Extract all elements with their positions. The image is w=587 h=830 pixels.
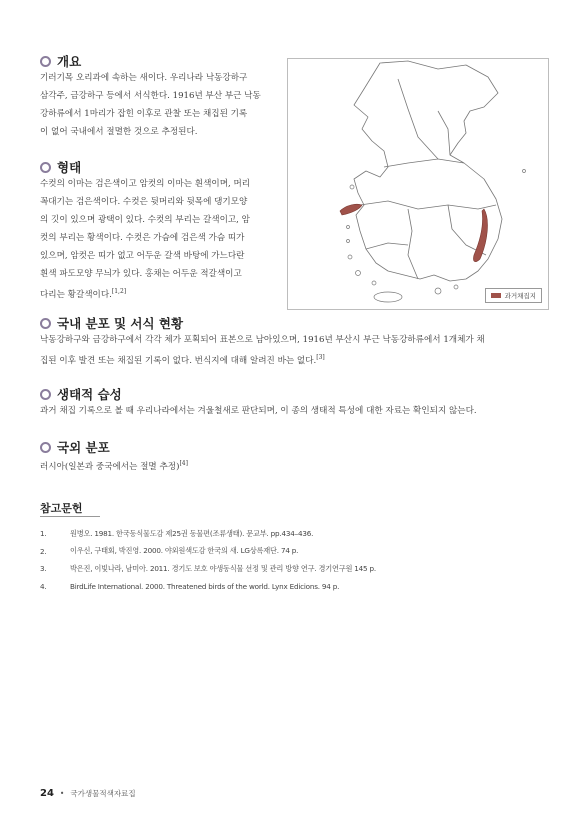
citation-ref: [1,2] <box>111 288 127 295</box>
overview-text: 기러기목 오리과에 속하는 새이다. 우리나라 낙동강하구 삼각주, 금강하구 등에서 서식한다. 1916년 부산 부근 낙동 강하류에서 1마리가 잡힌 이후로 관찰 또는 채집된 기록 이 없어 국내에서 절멸한 것으로 추정된다. <box>40 73 261 137</box>
distribution-map <box>287 58 549 310</box>
references-list <box>40 525 376 595</box>
publication-title: 국가생물적색자료집 <box>70 789 136 798</box>
section-heading-overseas <box>40 438 110 456</box>
circle-bullet-icon <box>40 318 51 329</box>
morphology-text: 수컷의 이마는 검은색이고 암컷의 이마는 흰색이며, 머리 꼭대기는 검은색이다. 수컷은 뒷머리와 뒷목에 댕기모양 의 깃이 있으며 광택이 있다. 수컷의 부리는 갈색이고, 암 컷의 부리는 황색이다. 수컷은 가슴에 검은색 가슴 띠가 있으며, 암컷은 띠가 없고 어두운 갈색 바탕에 가느다란 흰색 파도모양 무늬가 있다. 홍채는 어두운 적갈색이고 다리는 황갈색이다.[1,2] <box>40 179 251 300</box>
domestic-text: 낙동강하구와 금강하구에서 각각 체가 포획되어 표본으로 남아있으며, 1916년 부산시 부근 낙동강하류에서 1개체가 채 집된 이후 발견 또는 채집된 기록이 없다. 번식지에 대해 알려진 바는 없다.[3] <box>40 335 485 366</box>
citation-ref: [4] <box>179 460 188 467</box>
reference-item: 1. 원병오. 1981. 한국동식물도감 제25권 동물편(조류생태). 문교부. pp.434–436. <box>40 528 314 539</box>
highlight-past-sites <box>340 204 487 261</box>
section-title: 국내 분포 및 서식 현황 <box>57 316 184 331</box>
circle-bullet-icon <box>40 442 51 453</box>
circle-bullet-icon <box>40 56 51 67</box>
page-footer <box>40 788 136 799</box>
section-heading-overview <box>40 52 81 70</box>
page-number: 24 <box>40 788 54 799</box>
legend-swatch <box>491 293 501 298</box>
footer-separator: • <box>59 789 65 798</box>
legend-label: 과거채집지 <box>504 292 536 300</box>
map-legend <box>485 288 542 303</box>
section-heading-ecology <box>40 385 122 403</box>
section-title: 생태적 습성 <box>57 387 122 402</box>
section-title: 국외 분포 <box>57 440 110 455</box>
circle-bullet-icon <box>40 162 51 173</box>
reference-item: 3. 박은진, 이빛나라, 남미아. 2011. 경기도 보호 야생동식물 선정 및 관리 방향 연구. 경기연구원 145 p. <box>40 563 376 574</box>
section-heading-morphology <box>40 158 81 176</box>
reference-item: 2. 이우신, 구태회, 박진영. 2000. 야외원색도감 한국의 새. LG상록재단. 74 p. <box>40 546 299 556</box>
circle-bullet-icon <box>40 389 51 400</box>
section-title: 형태 <box>57 160 82 175</box>
references-title: 참고문헌 <box>40 502 83 515</box>
overseas-text: 러시아(일본과 중국에서는 절멸 추정)[4] <box>40 460 188 472</box>
citation-ref: [3] <box>316 354 325 361</box>
ecology-text: 과거 채집 기록으로 볼 때 우리나라에서는 겨울철새로 판단되며, 이 종의 생태적 특성에 대한 자료는 확인되지 않는다. <box>40 406 477 416</box>
section-heading-domestic <box>40 314 183 332</box>
section-title: 개요 <box>57 54 82 69</box>
reference-item: 4. BirdLife International. 2000. Threatened birds of the world. Lynx Edicions. 94 p. <box>40 581 340 591</box>
divider <box>40 516 100 517</box>
korea-map-outline <box>288 59 550 311</box>
